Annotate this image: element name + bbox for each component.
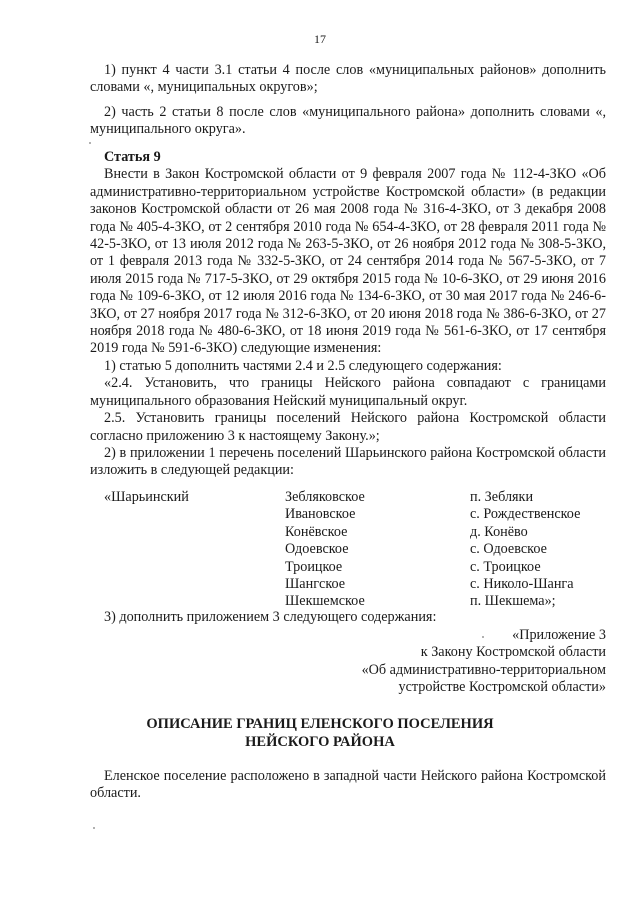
intro-paragraph-1: 1) пункт 4 части 3.1 статьи 4 после слов «муниципальных районов» дополнить словами «, муниципальных округов»; <box>90 62 606 96</box>
article-9-item-3: 3) дополнить приложением 3 следующего содержания: <box>104 609 437 625</box>
table-row <box>90 506 606 523</box>
settlement-name: Шангское <box>285 575 346 592</box>
article-9-title: Статья 9 <box>104 149 161 165</box>
article-9-item-2: 2) в приложении 1 перечень поселений Шарьинского района Костромской области изложить в следующей редакции: <box>90 444 606 479</box>
intro-paragraph-2: 2) часть 2 статьи 8 после слов «муниципального района» дополнить словами «, муниципального округа». <box>90 103 606 138</box>
article-9-item-1-part-2-4: «2.4. Установить, что границы Нейского района совпадают с границами муниципального образования Нейский муниципальный округ. <box>90 375 606 409</box>
page-number: 17 <box>314 32 326 46</box>
settlements-table <box>90 489 606 611</box>
table-row <box>90 541 606 558</box>
section-heading <box>0 715 640 751</box>
appendix-line-4: устройстве Костромской области» <box>398 679 606 696</box>
table-row <box>90 489 606 506</box>
district-name: «Шарьинский <box>104 489 189 505</box>
settlement-center: с. Николо-Шанга <box>470 575 574 592</box>
settlement-name: Зебляковское <box>285 489 365 505</box>
settlement-center: с. Троицкое <box>470 558 541 575</box>
article-9-item-1-part-2-5: 2.5. Установить границы поселений Нейского района Костромской области согласно приложению 3 к настоящему Закону.»; <box>90 410 606 444</box>
appendix-line-1: «Приложение 3 <box>512 627 606 643</box>
article-9-item-1: 1) статью 5 дополнить частями 2.4 и 2.5 следующего содержания: <box>104 357 502 374</box>
settlement-name: Троицкое <box>285 558 343 575</box>
scan-speck <box>482 636 484 638</box>
settlement-name: Конёвское <box>285 523 348 540</box>
settlement-center: с. Рождественское <box>470 506 581 523</box>
settlement-center: с. Одоевское <box>470 541 547 558</box>
settlement-center: п. Зебляки <box>470 489 534 505</box>
table-row <box>90 576 606 593</box>
scan-speck <box>89 142 91 144</box>
appendix-line-2: к Закону Костромской области <box>420 644 606 661</box>
intro-section <box>90 62 606 139</box>
article-9-body: Внести в Закон Костромской области от 9 февраля 2007 года № 112-4-ЗКО «Об административно-территориальном устройстве Костромской области» (в редакции законов Костромской области от 26 мая 2008 года № 316-4-ЗКО, от 3 декабря 2008 года № 405-4-ЗКО, от 2 сентября 2010 года № 654-4-ЗКО, от 28 февраля 2011 года № 42-5-ЗКО, от 13 июля 2012 года № 263-5-ЗКО, от 26 ноября 2012 года № 308-5-ЗКО, от 1 февраля 2013 года № 332-5-ЗКО, от 24 сентября 2014 года № 567-5-ЗКО, от 7 июля 2015 года № 717-5-ЗКО, от 29 октября 2015 года № 10-6-ЗКО, от 29 июня 2016 года № 109-6-ЗКО, от 12 июля 2016 года № 134-6-ЗКО, от 30 мая 2017 года № 246-6-ЗКО, от 27 ноября 2017 года № 312-6-ЗКО, от 20 июня 2018 года № 386-6-ЗКО, от 27 ноября 2018 года № 480-6-ЗКО, от 18 июня 2019 года № 561-6-ЗКО, от 17 сентября 2019 года № 591-6-ЗКО) следующие изменения: <box>90 166 606 357</box>
final-section <box>90 768 606 803</box>
appendix-line-3: «Об административно-территориальном <box>361 661 606 678</box>
settlement-name: Шекшемское <box>285 593 365 610</box>
scan-speck <box>93 827 95 829</box>
settlement-name: Ивановское <box>285 506 356 523</box>
settlement-center: п. Шекшема»; <box>470 593 556 610</box>
settlement-center: д. Конёво <box>470 523 528 540</box>
settlement-name: Одоевское <box>285 541 349 558</box>
heading-line-1: ОПИСАНИЕ ГРАНИЦ ЕЛЕНСКОГО ПОСЕЛЕНИЯ <box>146 716 494 732</box>
article-9-section <box>90 149 606 480</box>
final-paragraph: Еленское поселение расположено в западной части Нейского района Костромской области. <box>90 768 606 802</box>
table-row <box>90 524 606 541</box>
article-9-item-3-block <box>90 609 606 626</box>
heading-line-2: НЕЙСКОГО РАЙОНА <box>245 734 395 750</box>
table-row <box>90 559 606 576</box>
